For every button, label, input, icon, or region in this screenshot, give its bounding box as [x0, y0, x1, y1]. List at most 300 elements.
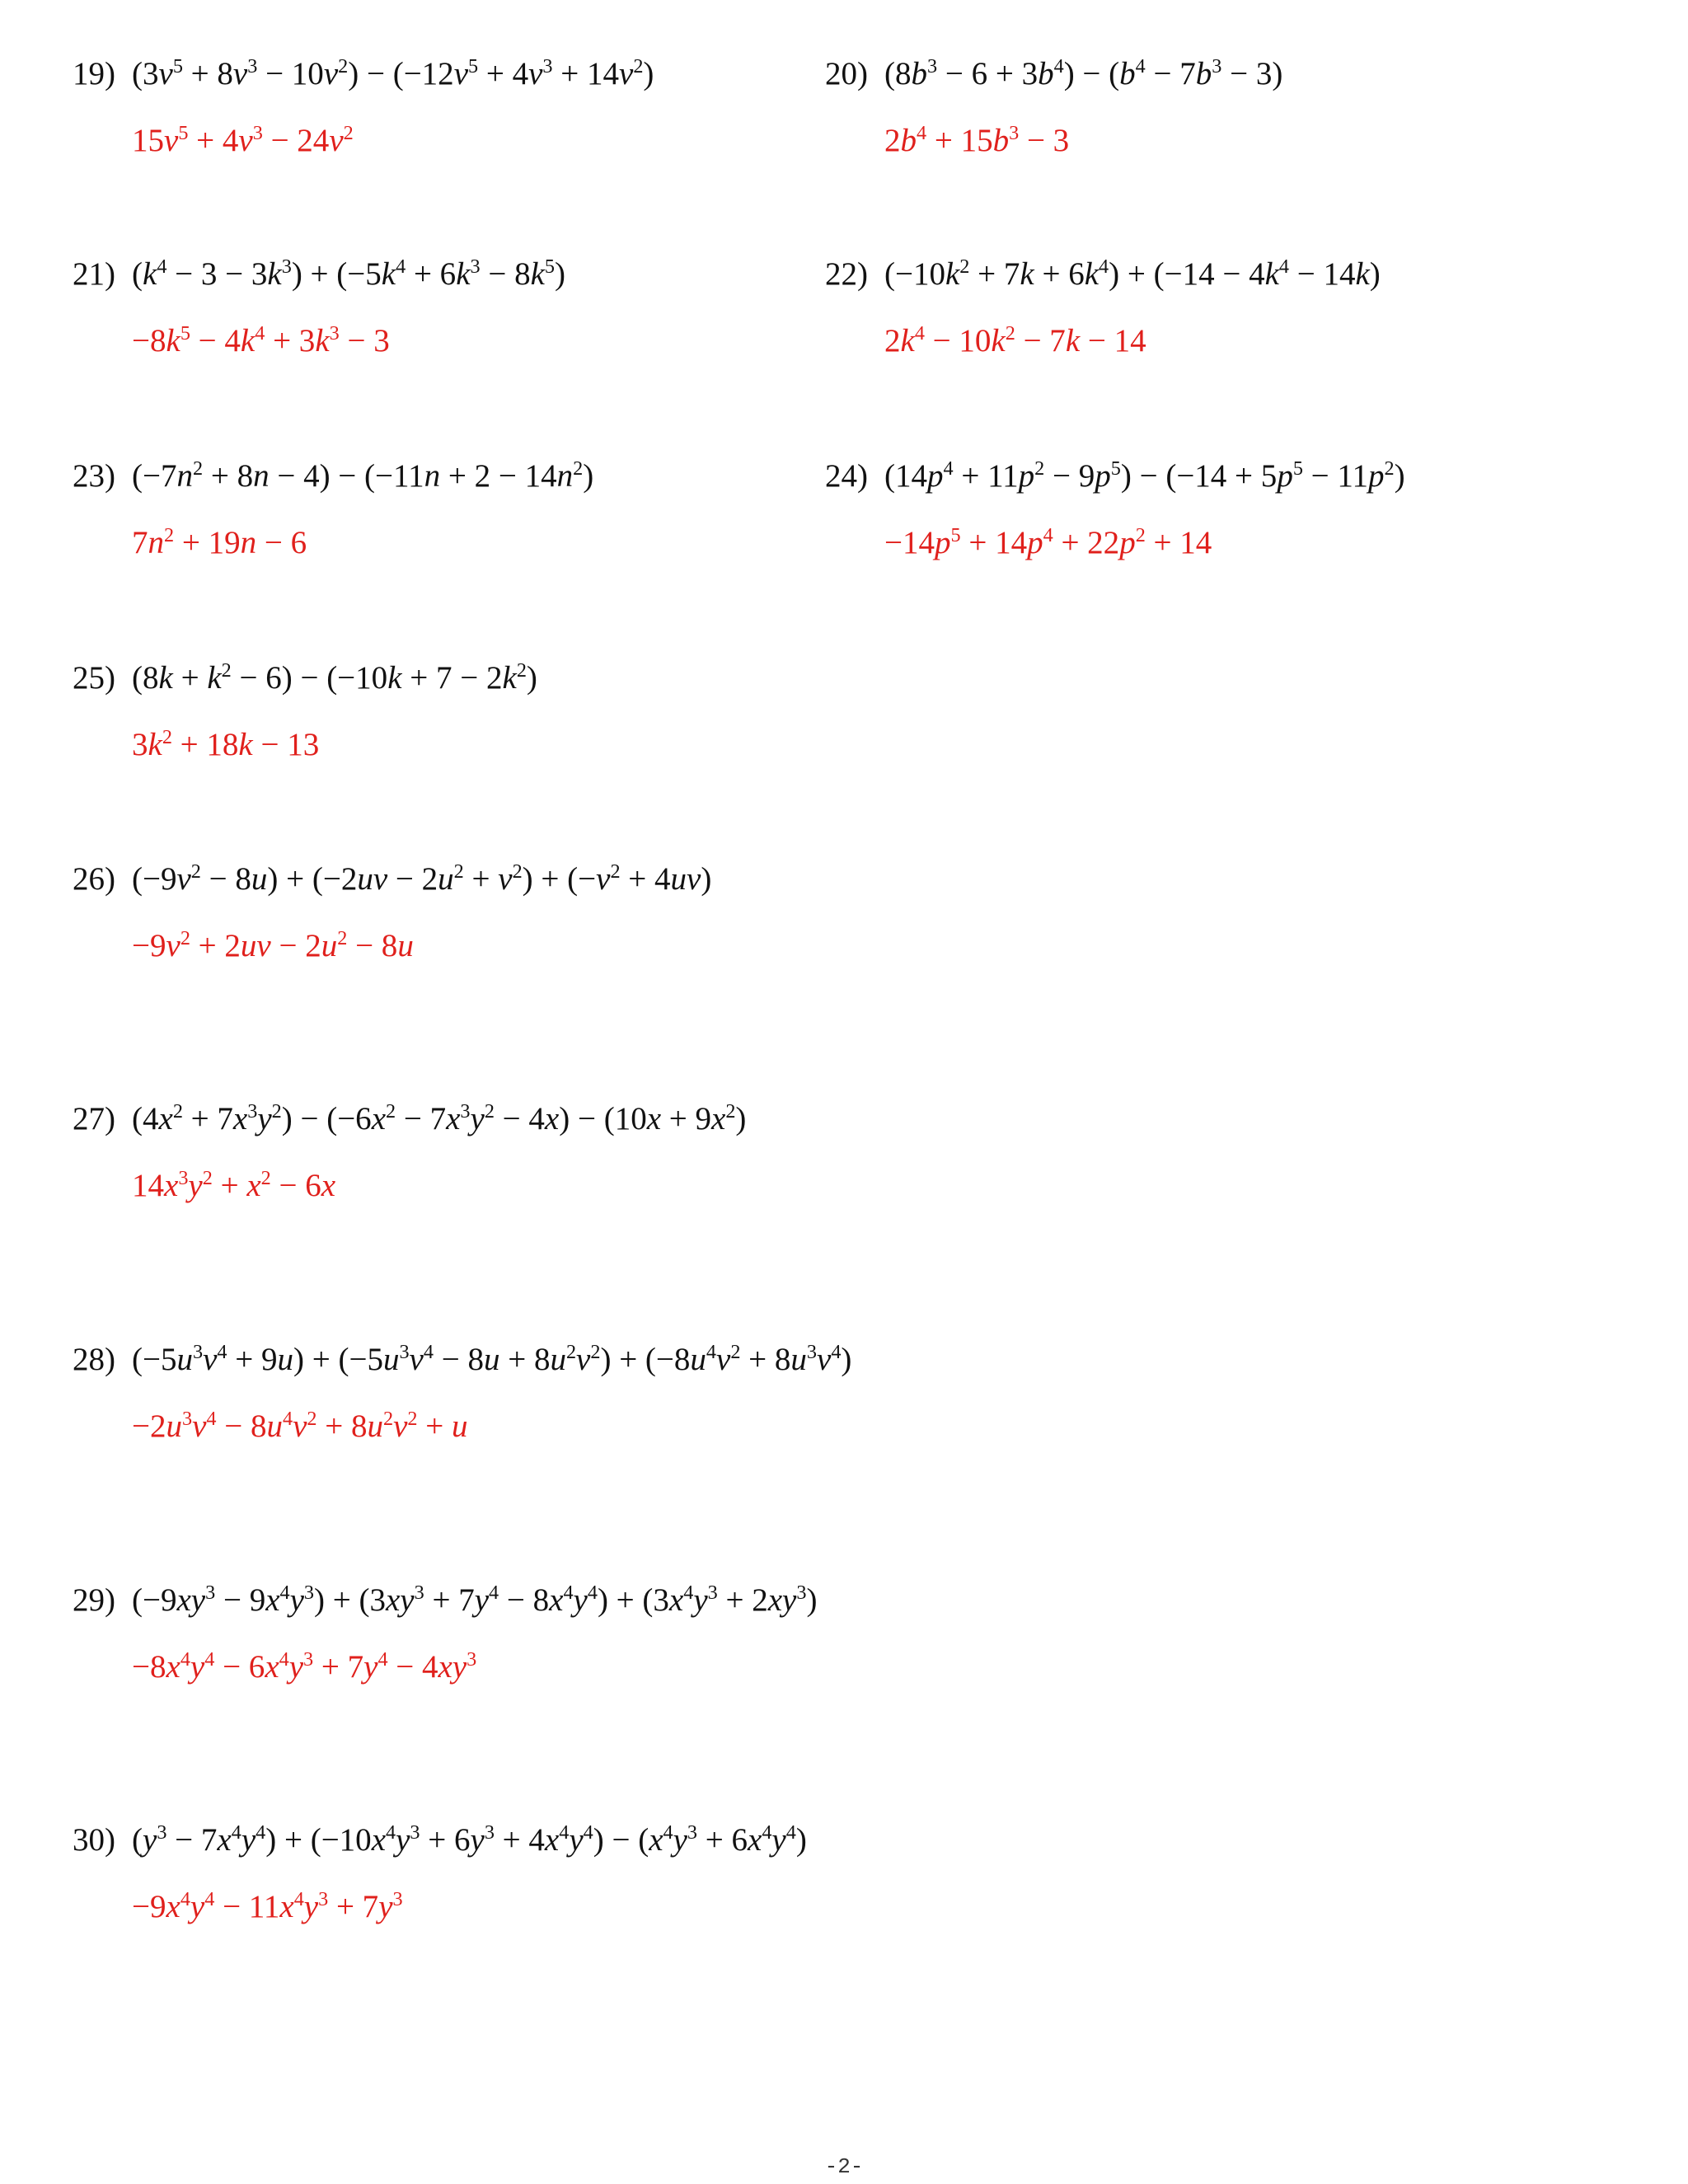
expression-text: + 19 — [174, 525, 241, 560]
exponent: 4 — [583, 1821, 593, 1844]
expression-text: + 15 — [926, 123, 993, 158]
expression-text: −9 — [132, 1889, 166, 1924]
exponent: 4 — [256, 1821, 266, 1844]
variable: y — [573, 1582, 588, 1618]
expression-text: + 22 — [1053, 525, 1120, 560]
expression-text: ) — [735, 1101, 747, 1137]
exponent: 2 — [516, 658, 527, 682]
variable: u — [321, 928, 338, 963]
question-row — [73, 457, 594, 494]
expression-text: − 8 — [347, 928, 398, 963]
exponent: 5 — [950, 523, 961, 546]
exponent: 2 — [1135, 523, 1146, 546]
expression-text: ) — [806, 1582, 818, 1618]
expression-text: − 4 — [190, 323, 241, 359]
expression-text: − 7 — [1145, 56, 1196, 91]
variable: k — [991, 323, 1006, 359]
variable: v — [409, 1342, 424, 1377]
variable: x — [446, 1101, 461, 1137]
expression-text: + 7 — [328, 1889, 379, 1924]
expression-text: + 4 — [494, 1822, 545, 1858]
expression-text: (8 — [884, 56, 912, 91]
expression-text: ) + (−5 — [293, 1342, 383, 1377]
question-expression — [132, 860, 712, 897]
problem-number: 27) — [73, 1101, 115, 1137]
problem-30 — [73, 1821, 807, 1924]
exponent: 2 — [307, 1407, 317, 1430]
exponent: 3 — [182, 1407, 193, 1430]
question-expression — [132, 54, 654, 91]
variable: k — [945, 256, 960, 292]
expression-text: − 2 — [270, 928, 321, 963]
problem-number: 30) — [73, 1822, 115, 1858]
answer-expression — [73, 725, 537, 762]
expression-text: −2 — [132, 1408, 166, 1444]
variable: v — [498, 861, 513, 897]
variable: u — [166, 1408, 182, 1444]
exponent: 2 — [271, 1099, 282, 1122]
exponent: 4 — [706, 1340, 717, 1363]
exponent: 2 — [221, 658, 232, 682]
question-row — [73, 658, 537, 696]
variable: k — [381, 256, 396, 292]
variable: u — [277, 1342, 293, 1377]
variable: y — [378, 1889, 393, 1924]
expression-text: − 10 — [924, 323, 992, 359]
expression-text: + 3 — [265, 323, 316, 359]
exponent: 2 — [190, 860, 201, 883]
question-expression — [132, 658, 537, 696]
exponent: 2 — [610, 860, 621, 883]
variable: n — [240, 525, 257, 560]
variable: uv — [670, 861, 701, 897]
expression-text: + 4 — [188, 123, 239, 158]
exponent: 3 — [1009, 121, 1020, 144]
variable: x — [544, 1101, 560, 1137]
variable: k — [143, 256, 157, 292]
exponent: 5 — [1292, 457, 1303, 480]
question-row — [73, 1340, 852, 1377]
expression-text: (−10 — [884, 256, 945, 292]
variable: y — [241, 1822, 256, 1858]
variable: k — [387, 660, 402, 696]
expression-text: − 6 + 3 — [937, 56, 1039, 91]
variable: x — [164, 1168, 179, 1203]
variable: y — [474, 1582, 490, 1618]
exponent: 2 — [386, 1099, 396, 1122]
exponent: 4 — [762, 1821, 772, 1844]
expression-text: − 13 — [252, 727, 320, 762]
variable: k — [148, 727, 162, 762]
variable: x — [646, 1101, 662, 1137]
variable: xy — [386, 1582, 415, 1618]
expression-text: ) − (−12 — [348, 56, 454, 91]
exponent: 3 — [252, 121, 263, 144]
expression-text: + 7 — [969, 256, 1020, 292]
variable: y — [470, 1822, 485, 1858]
exponent: 4 — [917, 121, 927, 144]
expression-text: 2 — [884, 123, 901, 158]
variable: xy — [176, 1582, 206, 1618]
expression-text: ) — [701, 861, 712, 897]
exponent: 3 — [192, 1340, 204, 1363]
problem-number: 23) — [73, 458, 115, 494]
expression-text: ) — [795, 1822, 807, 1858]
variable: p — [1367, 458, 1385, 494]
variable: v — [576, 1342, 591, 1377]
exponent: 3 — [460, 1099, 471, 1122]
problem-24 — [825, 457, 1405, 560]
variable: x — [549, 1582, 564, 1618]
variable: v — [293, 1408, 307, 1444]
answer-expression — [73, 1407, 851, 1444]
variable: xy — [438, 1649, 467, 1685]
expression-text: + 8 — [203, 458, 254, 494]
variable: b — [1119, 56, 1136, 91]
question-row — [73, 54, 654, 91]
exponent: 4 — [914, 321, 925, 344]
variable: k — [1065, 323, 1081, 359]
variable: v — [166, 928, 181, 963]
expression-text: ) — [583, 458, 594, 494]
variable: v — [203, 1342, 218, 1377]
problem-20 — [825, 54, 1283, 158]
problem-number: 22) — [825, 256, 868, 292]
variable: n — [424, 458, 441, 494]
problem-number: 29) — [73, 1582, 115, 1618]
expression-text: ) − ( — [593, 1822, 649, 1858]
variable: x — [265, 1649, 279, 1685]
variable: x — [371, 1101, 386, 1137]
variable: v — [176, 861, 191, 897]
exponent: 2 — [383, 1407, 394, 1430]
expression-text: + 14 — [960, 525, 1028, 560]
answer-expression — [73, 523, 593, 560]
question-expression — [132, 1099, 747, 1137]
exponent: 3 — [1212, 54, 1222, 77]
question-expression — [884, 457, 1405, 494]
exponent: 2 — [164, 523, 175, 546]
exponent: 2 — [633, 54, 644, 77]
exponent: 3 — [303, 1647, 314, 1671]
exponent: 2 — [407, 1407, 418, 1430]
exponent: 4 — [279, 1647, 289, 1671]
exponent: 2 — [573, 457, 584, 480]
expression-text: + 18 — [171, 727, 239, 762]
variable: b — [1195, 56, 1212, 91]
expression-text: − 14 — [1288, 256, 1356, 292]
exponent: 3 — [410, 1821, 420, 1844]
exponent: 4 — [489, 1581, 499, 1604]
expression-text: + 6 — [406, 256, 457, 292]
question-expression — [132, 255, 565, 292]
variable: v — [164, 123, 179, 158]
expression-text: (14 — [884, 458, 927, 494]
expression-text: ( — [132, 256, 143, 292]
expression-text: −14 — [884, 525, 935, 560]
exponent: 4 — [785, 1821, 796, 1844]
expression-text: − 8 — [216, 1408, 267, 1444]
exponent: 4 — [217, 1340, 227, 1363]
question-expression — [132, 1821, 807, 1858]
question-row — [73, 860, 712, 897]
expression-text: − 6 — [214, 1649, 265, 1685]
expression-text: + 6 — [1034, 256, 1085, 292]
expression-text: ) + (−10 — [265, 1822, 372, 1858]
problem-number: 20) — [825, 56, 868, 91]
variable: k — [1020, 256, 1034, 292]
exponent: 2 — [1005, 321, 1015, 344]
question-expression — [132, 1340, 852, 1377]
expression-text: 14 — [132, 1168, 164, 1203]
exponent: 3 — [281, 255, 292, 278]
variable: p — [927, 458, 944, 494]
variable: k — [207, 660, 222, 696]
exponent: 2 — [565, 1340, 577, 1363]
variable: y — [190, 1649, 205, 1685]
exponent: 4 — [255, 321, 265, 344]
variable: n — [148, 525, 164, 560]
expression-text: (−9 — [132, 1582, 177, 1618]
problem-19 — [73, 54, 654, 158]
exponent: 4 — [1053, 54, 1064, 77]
variable: u — [266, 1408, 283, 1444]
exponent: 2 — [725, 1099, 736, 1122]
expression-text: − 3) — [1221, 56, 1283, 91]
variable: v — [158, 56, 173, 91]
variable: v — [453, 56, 468, 91]
answer-expression — [825, 121, 1282, 158]
expression-text: ) − ( — [1063, 56, 1120, 91]
expression-text: ( — [132, 1822, 143, 1858]
problem-28 — [73, 1340, 852, 1444]
expression-text: + 7 — [313, 1649, 364, 1685]
variable: x — [246, 1168, 261, 1203]
expression-text: ) — [841, 1342, 852, 1377]
exponent: 4 — [204, 1647, 215, 1671]
problem-23 — [73, 457, 594, 560]
expression-text: − 7 — [1015, 323, 1066, 359]
exponent: 3 — [157, 1821, 167, 1844]
expression-text: + 8 — [182, 56, 233, 91]
answer-expression — [73, 1887, 807, 1924]
expression-text: − 4 — [387, 1649, 438, 1685]
exponent: 4 — [396, 255, 406, 278]
variable: uv — [240, 928, 271, 963]
question-row — [73, 1581, 818, 1618]
question-expression — [132, 457, 594, 494]
answer-expression — [73, 321, 565, 359]
problem-26 — [73, 860, 712, 963]
expression-text: − 7 — [396, 1101, 447, 1137]
exponent: 2 — [590, 1340, 601, 1363]
exponent: 4 — [683, 1581, 694, 1604]
expression-text: ) + (−8 — [600, 1342, 691, 1377]
exponent: 4 — [377, 1647, 388, 1671]
variable: u — [397, 928, 414, 963]
exponent: 5 — [180, 321, 190, 344]
variable: p — [1277, 458, 1293, 494]
variable: k — [238, 727, 253, 762]
expression-text: ) — [1394, 458, 1405, 494]
expression-text: − 8 — [480, 256, 531, 292]
expression-text: + 9 — [661, 1101, 712, 1137]
problem-number: 25) — [73, 660, 115, 696]
variable: v — [596, 861, 611, 897]
expression-text: + 6 — [420, 1822, 471, 1858]
expression-text: + — [417, 1408, 452, 1444]
variable: k — [267, 256, 282, 292]
variable: x — [748, 1822, 762, 1858]
expression-text: ) — [555, 256, 565, 292]
exponent: 2 — [453, 860, 464, 883]
expression-text: (3 — [132, 56, 159, 91]
exponent: 2 — [180, 926, 190, 949]
exponent: 3 — [927, 54, 938, 77]
expression-text: −9 — [132, 928, 166, 963]
variable: v — [329, 123, 344, 158]
expression-text: ) + (−5 — [291, 256, 382, 292]
expression-text: − 8 — [200, 861, 251, 897]
exponent: 4 — [180, 1647, 190, 1671]
problem-number: 28) — [73, 1342, 115, 1377]
exponent: 3 — [318, 1887, 329, 1910]
answer-expression — [73, 1647, 817, 1685]
expression-text: + 8 — [740, 1342, 791, 1377]
expression-text: + 7 — [182, 1101, 233, 1137]
expression-text: + 6 — [697, 1822, 748, 1858]
expression-text: 15 — [132, 123, 164, 158]
problem-29 — [73, 1581, 818, 1685]
exponent: 4 — [204, 1887, 215, 1910]
variable: u — [438, 861, 454, 897]
question-expression — [884, 255, 1381, 292]
expression-text: − 9 — [1044, 458, 1095, 494]
variable: x — [217, 1822, 232, 1858]
question-row — [825, 255, 1381, 292]
expression-text: − 11 — [214, 1889, 280, 1924]
exponent: 2 — [512, 860, 523, 883]
variable: x — [649, 1822, 663, 1858]
expression-text: 7 — [132, 525, 148, 560]
exponent: 4 — [157, 255, 167, 278]
variable: y — [396, 1822, 410, 1858]
variable: u — [176, 1342, 193, 1377]
problem-27 — [73, 1099, 747, 1203]
exponent: 3 — [542, 54, 553, 77]
variable: uv — [357, 861, 388, 897]
exponent: 4 — [386, 1821, 396, 1844]
expression-text: + 14 — [1145, 525, 1212, 560]
variable: v — [232, 56, 248, 91]
expression-text: ) — [643, 56, 654, 91]
exponent: 3 — [392, 1887, 403, 1910]
variable: y — [693, 1582, 708, 1618]
expression-text: − 4) − (−11 — [269, 458, 424, 494]
answer-expression — [73, 121, 654, 158]
variable: p — [1095, 458, 1111, 494]
variable: u — [452, 1408, 468, 1444]
variable: x — [158, 1101, 173, 1137]
variable: u — [690, 1342, 706, 1377]
variable: n — [176, 458, 193, 494]
variable: k — [502, 660, 517, 696]
exponent: 2 — [202, 1166, 213, 1189]
answer-expression — [825, 523, 1405, 560]
variable: k — [158, 660, 173, 696]
variable: u — [251, 861, 268, 897]
expression-text: ) − (10 — [559, 1101, 647, 1137]
exponent: 2 — [338, 54, 349, 77]
exponent: 4 — [1135, 54, 1146, 77]
expression-text: + 4 — [620, 861, 671, 897]
exponent: 2 — [172, 1099, 183, 1122]
answer-expression — [73, 926, 711, 963]
problem-25 — [73, 658, 537, 762]
variable: y — [190, 1889, 205, 1924]
question-row — [825, 54, 1283, 91]
variable: k — [1084, 256, 1100, 292]
expression-text: + — [172, 660, 208, 696]
expression-text: (4 — [132, 1101, 159, 1137]
variable: n — [253, 458, 270, 494]
exponent: 4 — [279, 1581, 290, 1604]
variable: k — [240, 323, 256, 359]
variable: k — [1355, 256, 1370, 292]
variable: p — [935, 525, 951, 560]
variable: k — [166, 323, 181, 359]
exponent: 3 — [484, 1821, 495, 1844]
expression-text: − 6 — [256, 525, 307, 560]
variable: k — [456, 256, 471, 292]
variable: y — [289, 1582, 304, 1618]
variable: y — [143, 1822, 157, 1858]
expression-text: − 9 — [215, 1582, 266, 1618]
problem-number: 21) — [73, 256, 115, 292]
question-row — [825, 457, 1405, 494]
expression-text: − 3 — [339, 323, 390, 359]
expression-text: − 3 — [1019, 123, 1070, 158]
variable: p — [1018, 458, 1035, 494]
exponent: 3 — [707, 1581, 718, 1604]
variable: b — [1038, 56, 1054, 91]
exponent: 5 — [468, 54, 479, 77]
expression-text: ) − (−14 + 5 — [1120, 458, 1278, 494]
variable: v — [716, 1342, 731, 1377]
expression-text: + 2 — [190, 928, 241, 963]
variable: x — [166, 1649, 181, 1685]
variable: k — [315, 323, 330, 359]
variable: y — [303, 1889, 319, 1924]
exponent: 5 — [544, 255, 555, 278]
expression-text: ) + (−2 — [267, 861, 358, 897]
expression-text: ) + (3 — [314, 1582, 386, 1618]
answer-expression — [73, 1166, 746, 1203]
expression-text: ) — [1369, 256, 1381, 292]
expression-text: + 8 — [316, 1408, 368, 1444]
exponent: 3 — [806, 1340, 818, 1363]
exponent: 3 — [247, 1099, 258, 1122]
expression-text: − 8 — [433, 1342, 484, 1377]
exponent: 3 — [687, 1821, 698, 1844]
variable: x — [371, 1822, 386, 1858]
problem-number: 19) — [73, 56, 115, 91]
variable: u — [790, 1342, 807, 1377]
exponent: 3 — [399, 1340, 410, 1363]
variable: x — [321, 1168, 336, 1203]
question-row — [73, 1099, 747, 1137]
exponent: 5 — [1110, 457, 1121, 480]
